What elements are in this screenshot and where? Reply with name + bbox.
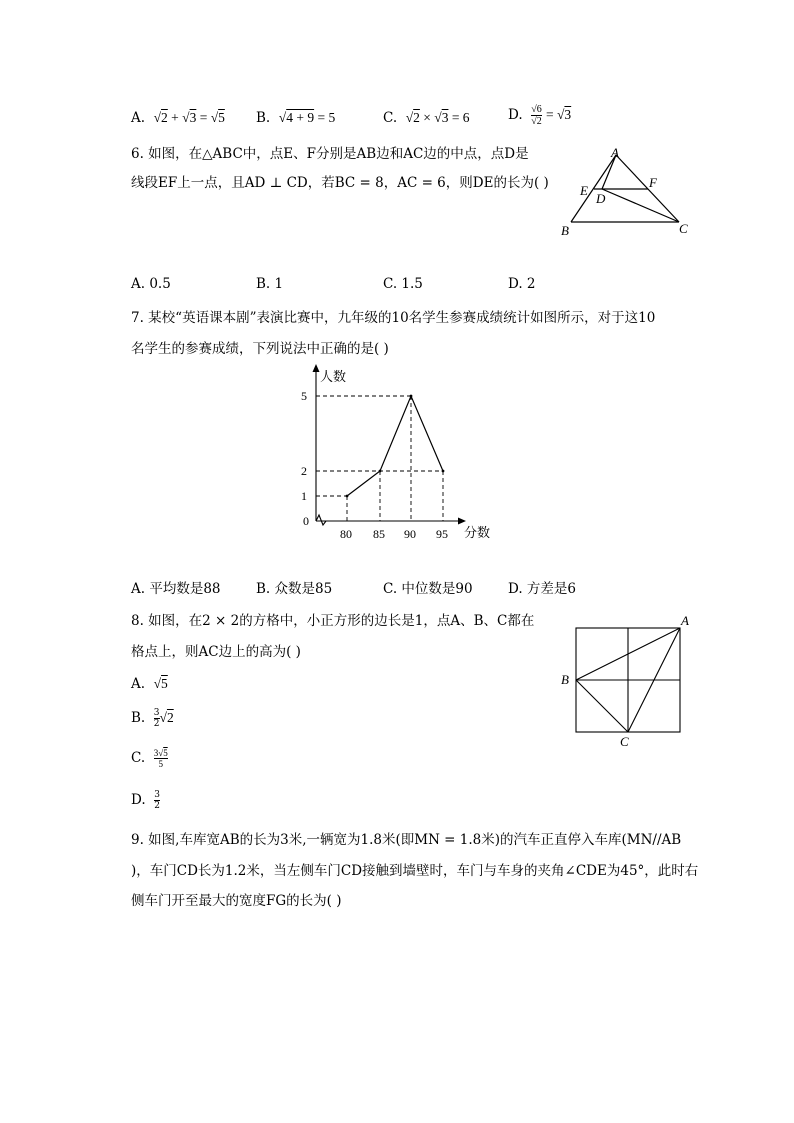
q9-stem-line2: )，车门CD长为1.2米，当左侧车门CD接触到墙壁时，车门与车身的夹角∠CDE为45°，此时右	[131, 863, 699, 879]
q8-option-c[interactable]: C. $\frac{3√5}{5}$	[131, 748, 168, 769]
chart-ylabel: 人数	[320, 370, 347, 385]
q6-segment-dc	[602, 189, 679, 222]
q7-stem-line2: 名学生的参赛成绩，下列说法中正确的是( )	[131, 341, 389, 357]
chart-point	[442, 470, 444, 472]
chart-x-tick-label: 90	[404, 527, 416, 541]
q9-stem-line3: 侧车门开至最大的宽度FG的长为( )	[131, 893, 342, 909]
chart-x-tick-label: 85	[373, 527, 385, 541]
q8-segment-bc	[576, 680, 628, 732]
q8-option-b[interactable]: B. $\frac{3}{2}$ √2	[131, 708, 174, 729]
q8-grid-figure	[558, 610, 698, 750]
q6-option-d[interactable]: D. 2	[508, 276, 536, 292]
q9-stem-line1: 9. 如图,车库宽AB的长为3米,一辆宽为1.8米(即MN = 1.8米)的汽车正直停入车库(MN//AB	[131, 832, 682, 848]
q6-label-d: D	[596, 191, 606, 206]
q8-label-b: B	[561, 672, 569, 687]
y-axis-arrow	[313, 364, 320, 372]
chart-point	[379, 470, 381, 472]
chart-series-line	[347, 396, 443, 496]
chart-x-tick-label: 95	[436, 527, 448, 541]
q8-label-c: C	[620, 734, 629, 749]
q6-label-e: E	[580, 183, 588, 198]
q6-label-c: C	[679, 221, 688, 236]
axis-break-icon	[316, 515, 326, 525]
q7-option-b[interactable]: B. 众数是85	[256, 581, 333, 597]
chart-point	[346, 495, 348, 497]
q6-option-b[interactable]: B. 1	[256, 276, 284, 292]
q7-line-chart	[296, 364, 506, 546]
q6-stem-line1: 6. 如图，在△ABC中，点E、F分别是AB边和AC边的中点，点D是	[131, 146, 529, 162]
chart-origin-label: 0	[303, 514, 309, 528]
q6-label-a: A	[611, 145, 619, 160]
q6-triangle-figure	[558, 144, 698, 239]
q6-label-f: F	[649, 175, 657, 190]
q8-stem-line1: 8. 如图，在2 × 2的方格中，小正方形的边长是1，点A、B、C都在	[131, 613, 535, 629]
q6-stem-line2: 线段EF上一点，且AD ⊥ CD，若BC = 8，AC = 6，则DE的长为( )	[131, 175, 549, 191]
q5-option-a[interactable]: A. √2 + √3 = √5	[131, 110, 225, 126]
chart-y-tick-label: 5	[301, 389, 307, 403]
q8-label-a: A	[681, 613, 689, 628]
chart-x-tick-label: 80	[340, 527, 352, 541]
chart-y-tick-label: 1	[301, 489, 307, 503]
q8-option-d[interactable]: D. $\frac{3}{2}$	[131, 790, 160, 811]
q5-option-d[interactable]: D. $\frac{√6}{√2}$ = √3	[508, 104, 572, 127]
q8-stem-line2: 格点上，则AC边上的高为( )	[131, 644, 301, 660]
chart-y-tick-label: 2	[301, 464, 307, 478]
q6-option-a[interactable]: A. 0.5	[131, 276, 171, 292]
q7-option-d[interactable]: D. 方差是6	[508, 581, 577, 597]
chart-point	[410, 395, 412, 397]
q7-option-a[interactable]: A. 平均数是88	[131, 581, 221, 597]
q7-stem-line1: 7. 某校“英语课本剧”表演比赛中，九年级的10名学生参赛成绩统计如图所示，对于这10	[131, 310, 656, 326]
chart-xlabel: 分数	[464, 526, 491, 541]
q8-option-a[interactable]: A. √5	[131, 676, 168, 692]
x-axis-arrow	[458, 518, 466, 525]
q6-label-b: B	[561, 223, 569, 238]
q5-option-b[interactable]: B. √4 + 9 = 5	[256, 110, 336, 126]
q7-option-c[interactable]: C. 中位数是90	[383, 581, 473, 597]
q6-option-c[interactable]: C. 1.5	[383, 276, 423, 292]
q5-option-c[interactable]: C. √2 × √3 = 6	[383, 110, 470, 126]
